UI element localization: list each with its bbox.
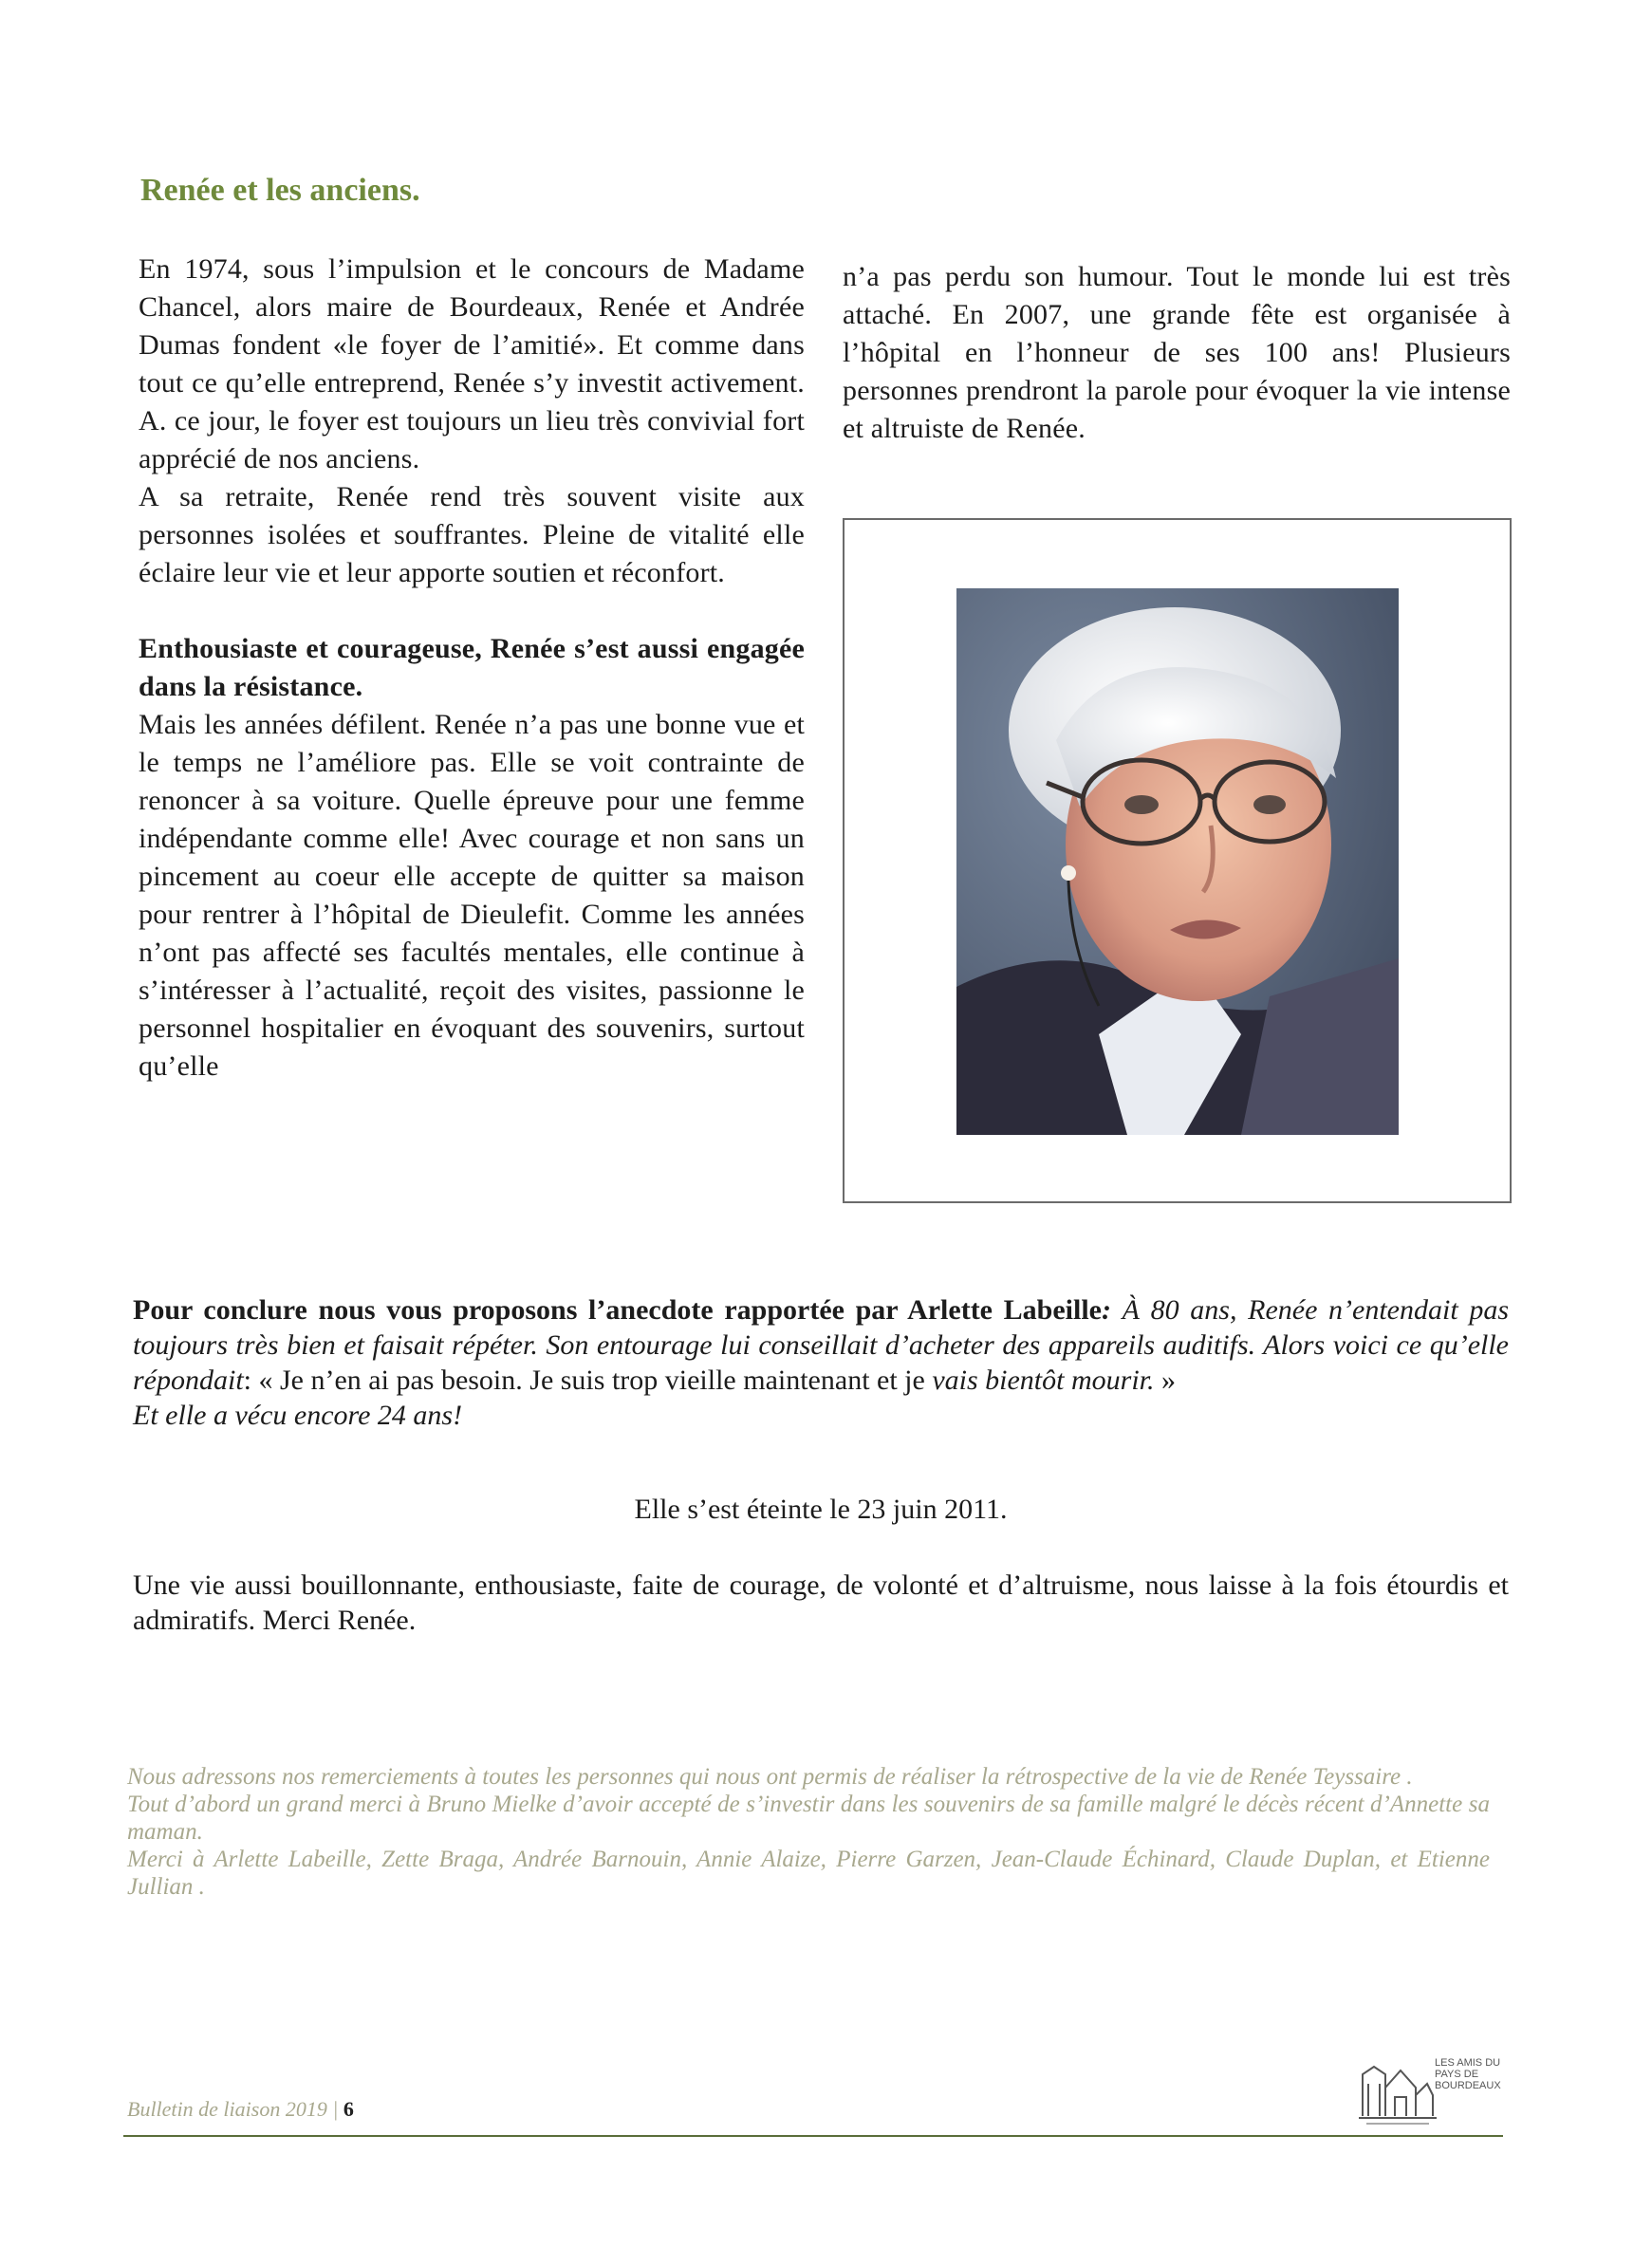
portrait-illustration xyxy=(956,588,1399,1135)
paragraph-humour: n’a pas perdu son humour. Tout le monde lui est très attaché. En 2007, une grande fête est organisée à l’hôpital en l’honneur de ses 100 ans! Plusieurs personnes prendront la parole pour évoquer la vie intense et altruiste de Renée. xyxy=(843,261,1511,444)
conclusion-quote-open: : « Je n’en ai pas besoin. Je suis trop vieille maintenant et je xyxy=(243,1365,933,1396)
paragraph-retraite: A sa retraite, Renée rend très souvent visite aux personnes isolées et souffrantes. Pleine de vitalité elle éclaire leur vie et leur apporte soutien et réconfort. xyxy=(139,481,805,588)
paragraph-gap xyxy=(139,592,805,630)
footer-label xyxy=(127,2097,354,2122)
conclusion-lead: Pour conclure nous vous proposons l’anecdote rapportée par Arlette Labeille xyxy=(133,1294,1102,1326)
conclusion-anecdote: À 80 ans, Renée n’entendait pas toujours très bien et faisait répéter. Son entourage lui conseillait d’acheter des appareils auditifs. Alors voici ce qu’elle répondait xyxy=(133,1294,1509,1396)
conclusion-quote-italic: vais bientôt mourir. xyxy=(932,1365,1155,1396)
credits-line-3: Merci à Arlette Labeille, Zette Braga, Andrée Barnouin, Annie Alaize, Pierre Garzen, Jean-Claude Échinard, Claude Duplan, et Etienne Jullian . xyxy=(127,1847,1490,1900)
paragraph-heading-resistance: Enthousiaste et courageuse, Renée s’est aussi engagée dans la résistance. xyxy=(139,633,805,702)
paragraph-annees: Mais les années défilent. Renée n’a pas une bonne vue et le temps ne l’améliore pas. Elle se voit contrainte de renoncer à sa voiture. Quelle épreuve pour une femme indépendante comme elle! Avec courage et non sans un pincement au coeur elle accepte de quitter sa maison pour rentrer à l’hôpital de Dieulefit. Comme les années n’ont pas affecté ses facultés mentales, elle continue à s’intéresser à l’actualité, reçoit des visites, passionne le personnel hospitalier en évoquant des souvenirs, surtout qu’elle xyxy=(139,709,805,1082)
conclusion-colon: : xyxy=(1102,1294,1111,1326)
footer-rule xyxy=(123,2135,1503,2137)
conclusion-text xyxy=(133,1292,1509,1398)
death-line: Elle s’est éteinte le 23 juin 2011. xyxy=(634,1494,1008,1525)
section-title: Renée et les anciens. xyxy=(140,173,420,208)
tribute-paragraph: Une vie aussi bouillonnante, enthousiaste, faite de courage, de volonté et d’altruisme, nous laisse à la fois étourdis et admiratifs. Merci Renée. xyxy=(133,1569,1509,1636)
credits-line-1: Nous adressons nos remerciements à toutes les personnes qui nous ont permis de réaliser la rétrospective de la vie de Renée Teyssaire . xyxy=(127,1764,1413,1790)
left-column xyxy=(139,251,805,1086)
conclusion-paragraph xyxy=(133,1292,1509,1433)
credits-line-2: Tout d’abord un grand merci à Bruno Mielke d’avoir accepté de s’investir dans les souvenirs de sa famille malgré le décès récent d’Annette sa maman. xyxy=(127,1792,1490,1845)
conclusion-quote-close: » xyxy=(1154,1365,1176,1396)
portrait-photo xyxy=(956,588,1399,1135)
footer-separator: | xyxy=(326,2097,343,2121)
conclusion-last-line: Et elle a vécu encore 24 ans! xyxy=(133,1400,463,1431)
page-number: 6 xyxy=(343,2097,354,2121)
logo-text: LES AMIS DU PAYS DE BOURDEAUX xyxy=(1435,2057,1501,2091)
right-column xyxy=(843,258,1511,448)
footer-bulletin-name: Bulletin de liaison 2019 xyxy=(127,2097,327,2121)
paragraph-foyer: En 1974, sous l’impulsion et le concours de Madame Chancel, alors maire de Bourdeaux, Renée et Andrée Dumas fondent «le foyer de l’amitié». Et comme dans tout ce qu’elle entreprend, Renée s’y investit activement. A. ce jour, le foyer est toujours un lieu très convivial fort apprécié de nos anciens. xyxy=(139,253,805,474)
credits-block xyxy=(127,1763,1490,1901)
